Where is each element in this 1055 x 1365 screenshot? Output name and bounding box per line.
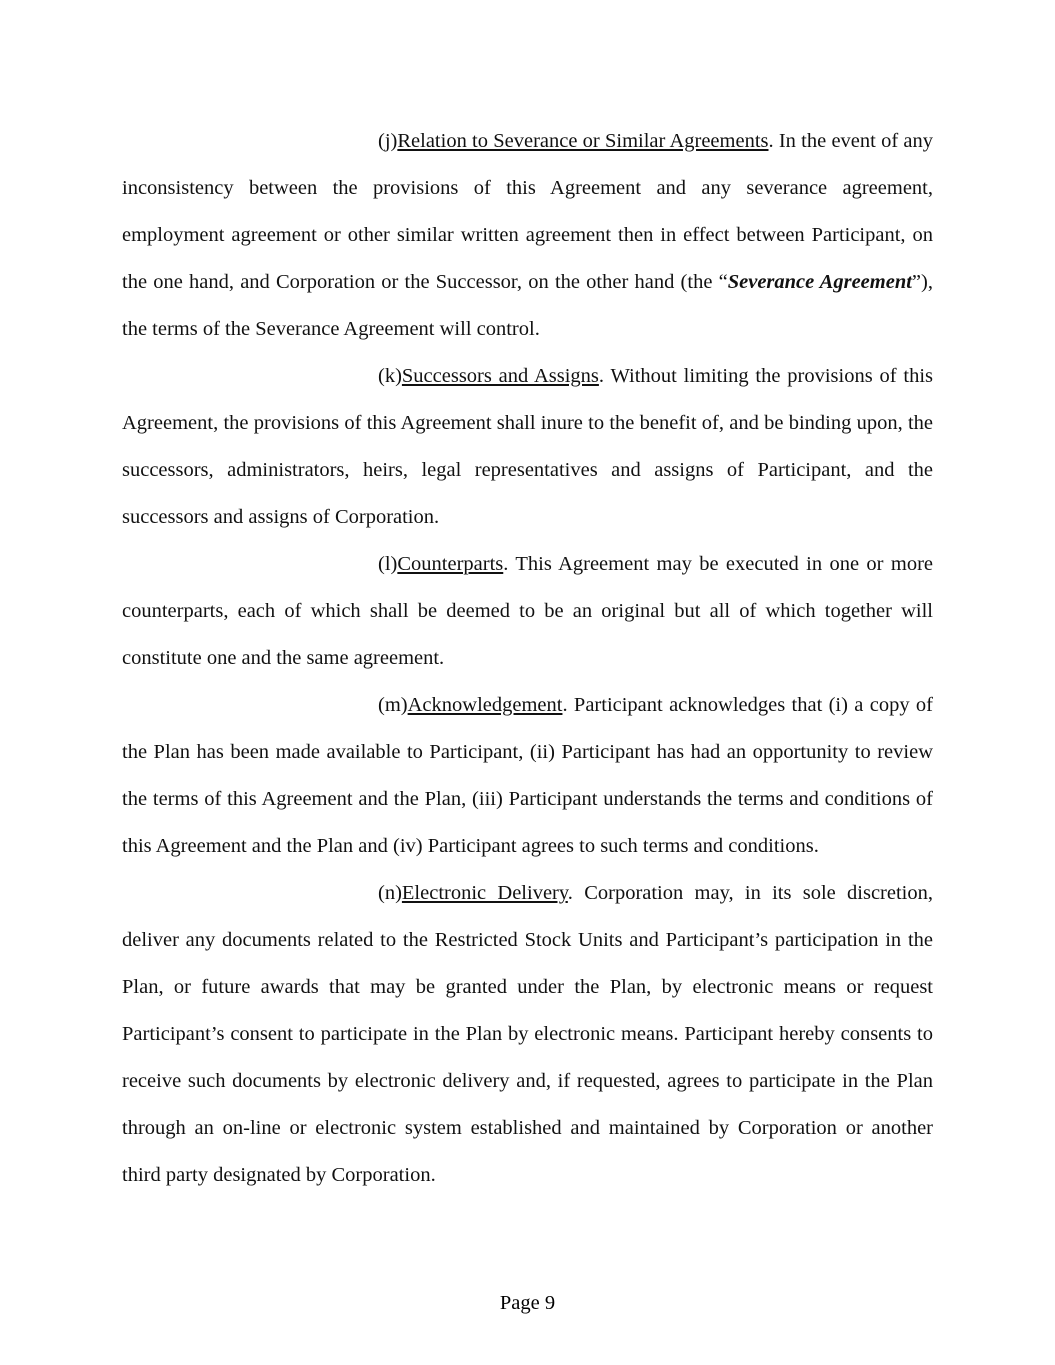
paragraph-m [122, 682, 933, 870]
paragraph-heading-j: Relation to Severance or Similar Agreements [397, 130, 769, 152]
paragraph-marker-k: (k) [378, 365, 402, 387]
defined-term-severance-agreement: Severance Agreement [727, 271, 912, 293]
paragraph-text-l: . This Agreement may be executed in one or more counterparts, each of which shall be deemed to be an original but all of which together will constitute one and the same agreement. [122, 553, 933, 669]
paragraph-heading-m: Acknowledgement [407, 694, 563, 716]
paragraph-heading-n: Electronic Delivery [401, 882, 568, 904]
paragraph-marker-m: (m) [378, 694, 408, 716]
paragraph-j [122, 118, 933, 353]
paragraph-marker-l: (l) [378, 553, 398, 575]
paragraph-text-n: . Corporation may, in its sole discretion, deliver any documents related to the Restricted Stock Units and Participant’s participation in the Plan, or future awards that may be granted under the Plan, by electronic means or request Participant’s consent to participate in the Plan by electronic means. Participant hereby consents to receive such documents by electronic delivery and, if requested, agrees to participate in the Plan through an on-line or electronic system established and maintained by Corporation or another third party designated by Corporation. [122, 882, 933, 1186]
page-number: Page 9 [499, 1292, 556, 1314]
paragraph-n [122, 870, 933, 1199]
paragraph-heading-k: Successors and Assigns [401, 365, 599, 387]
paragraph-text-m: . Participant acknowledges that (i) a copy of the Plan has been made available to Participant, (ii) Participant has had an opportunity to review the terms of this Agreement and the Plan, (iii) Participant understands the terms and conditions of this Agreement and the Plan and (iv) Participant agrees to such terms and conditions. [122, 694, 933, 857]
paragraph-marker-j: (j) [378, 130, 398, 152]
paragraph-heading-l: Counterparts [397, 553, 504, 575]
paragraph-k [122, 353, 933, 541]
paragraph-text-k: . Without limiting the provisions of this Agreement, the provisions of this Agreement shall inure to the benefit of, and be binding upon, the successors, administrators, heirs, legal representatives and assigns of Participant, and the successors and assigns of Corporation. [122, 365, 933, 528]
paragraph-l [122, 541, 933, 682]
paragraph-text-j-part2: ”), the terms of the Severance Agreement will control. [122, 271, 933, 340]
page-footer [0, 1292, 1055, 1315]
paragraph-marker-n: (n) [378, 882, 402, 904]
paragraph-text-j-part1: . In the event of any inconsistency between the provisions of this Agreement and any severance agreement, employment agreement or other similar written agreement then in effect between Participant, on the one hand, and Corporation or the Successor, on the other hand (the “ [122, 130, 933, 293]
